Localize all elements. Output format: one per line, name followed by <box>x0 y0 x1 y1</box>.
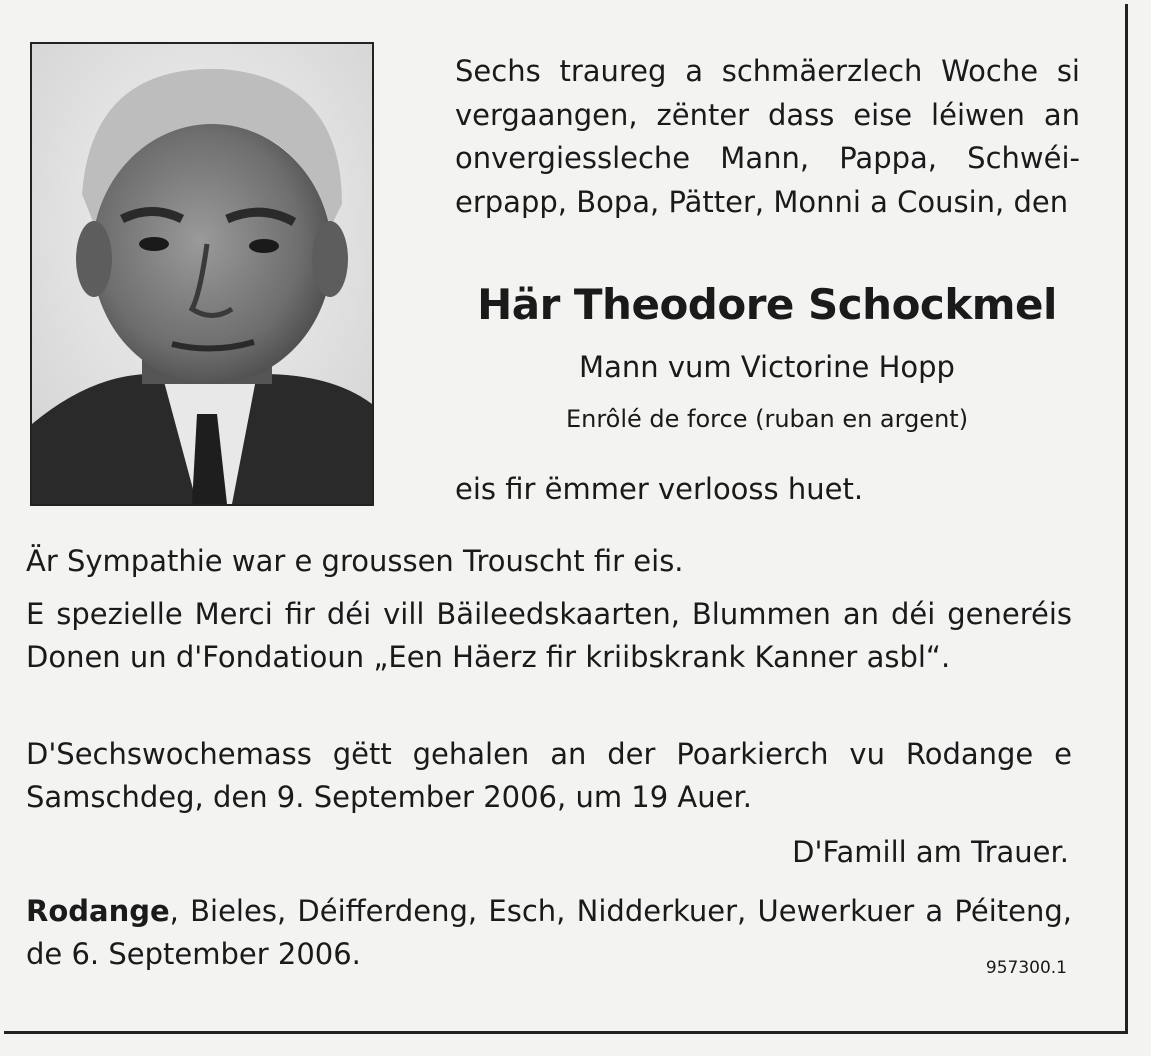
portrait-photo <box>30 42 374 506</box>
place-bold: Rodange <box>26 894 170 928</box>
intro-text: Sechs traureg a schmäerzlech Woche si vergaangen, zënter dass eise léiwen an onvergiessleche Mann, Pappa, Schwéi- erpapp, Bopa, Pätter, Monni a Cousin, den <box>455 54 1080 219</box>
leave-line: eis fir ëmmer verlooss huet. <box>455 472 864 506</box>
mass-paragraph: D'Sechswochemass gëtt gehalen an der Poarkierch vu Rodange e Samschdeg, den 9. September 2006, um 19 Auer. <box>26 737 1072 814</box>
place-date-line <box>26 890 1072 976</box>
portrait-icon <box>32 44 372 504</box>
reference-number: 957300.1 <box>985 958 1067 978</box>
family-signature: D'Famill am Trauer. <box>792 835 1069 869</box>
deceased-name: Här Theodore Schockmel <box>477 280 1057 329</box>
honor-line: Enrôlé de force (ruban en argent) <box>565 405 969 433</box>
place-rest: , Bieles, Déifferdeng, Esch, Nidderkuer, Uewerkuer a Péiteng, de 6. September 2006. <box>26 894 1072 971</box>
sympathy-line: Är Sympathie war e groussen Trouscht fir eis. <box>26 544 684 578</box>
thanks-paragraph: E spezielle Merci fir déi vill Bäileedskaarten, Blummen an déi generéis Donen un d'Fondatioun „Een Häerz fir kriibskrank Kanner asbl“. <box>26 597 1072 674</box>
spouse-line: Mann vum Victorine Hopp <box>579 350 955 384</box>
